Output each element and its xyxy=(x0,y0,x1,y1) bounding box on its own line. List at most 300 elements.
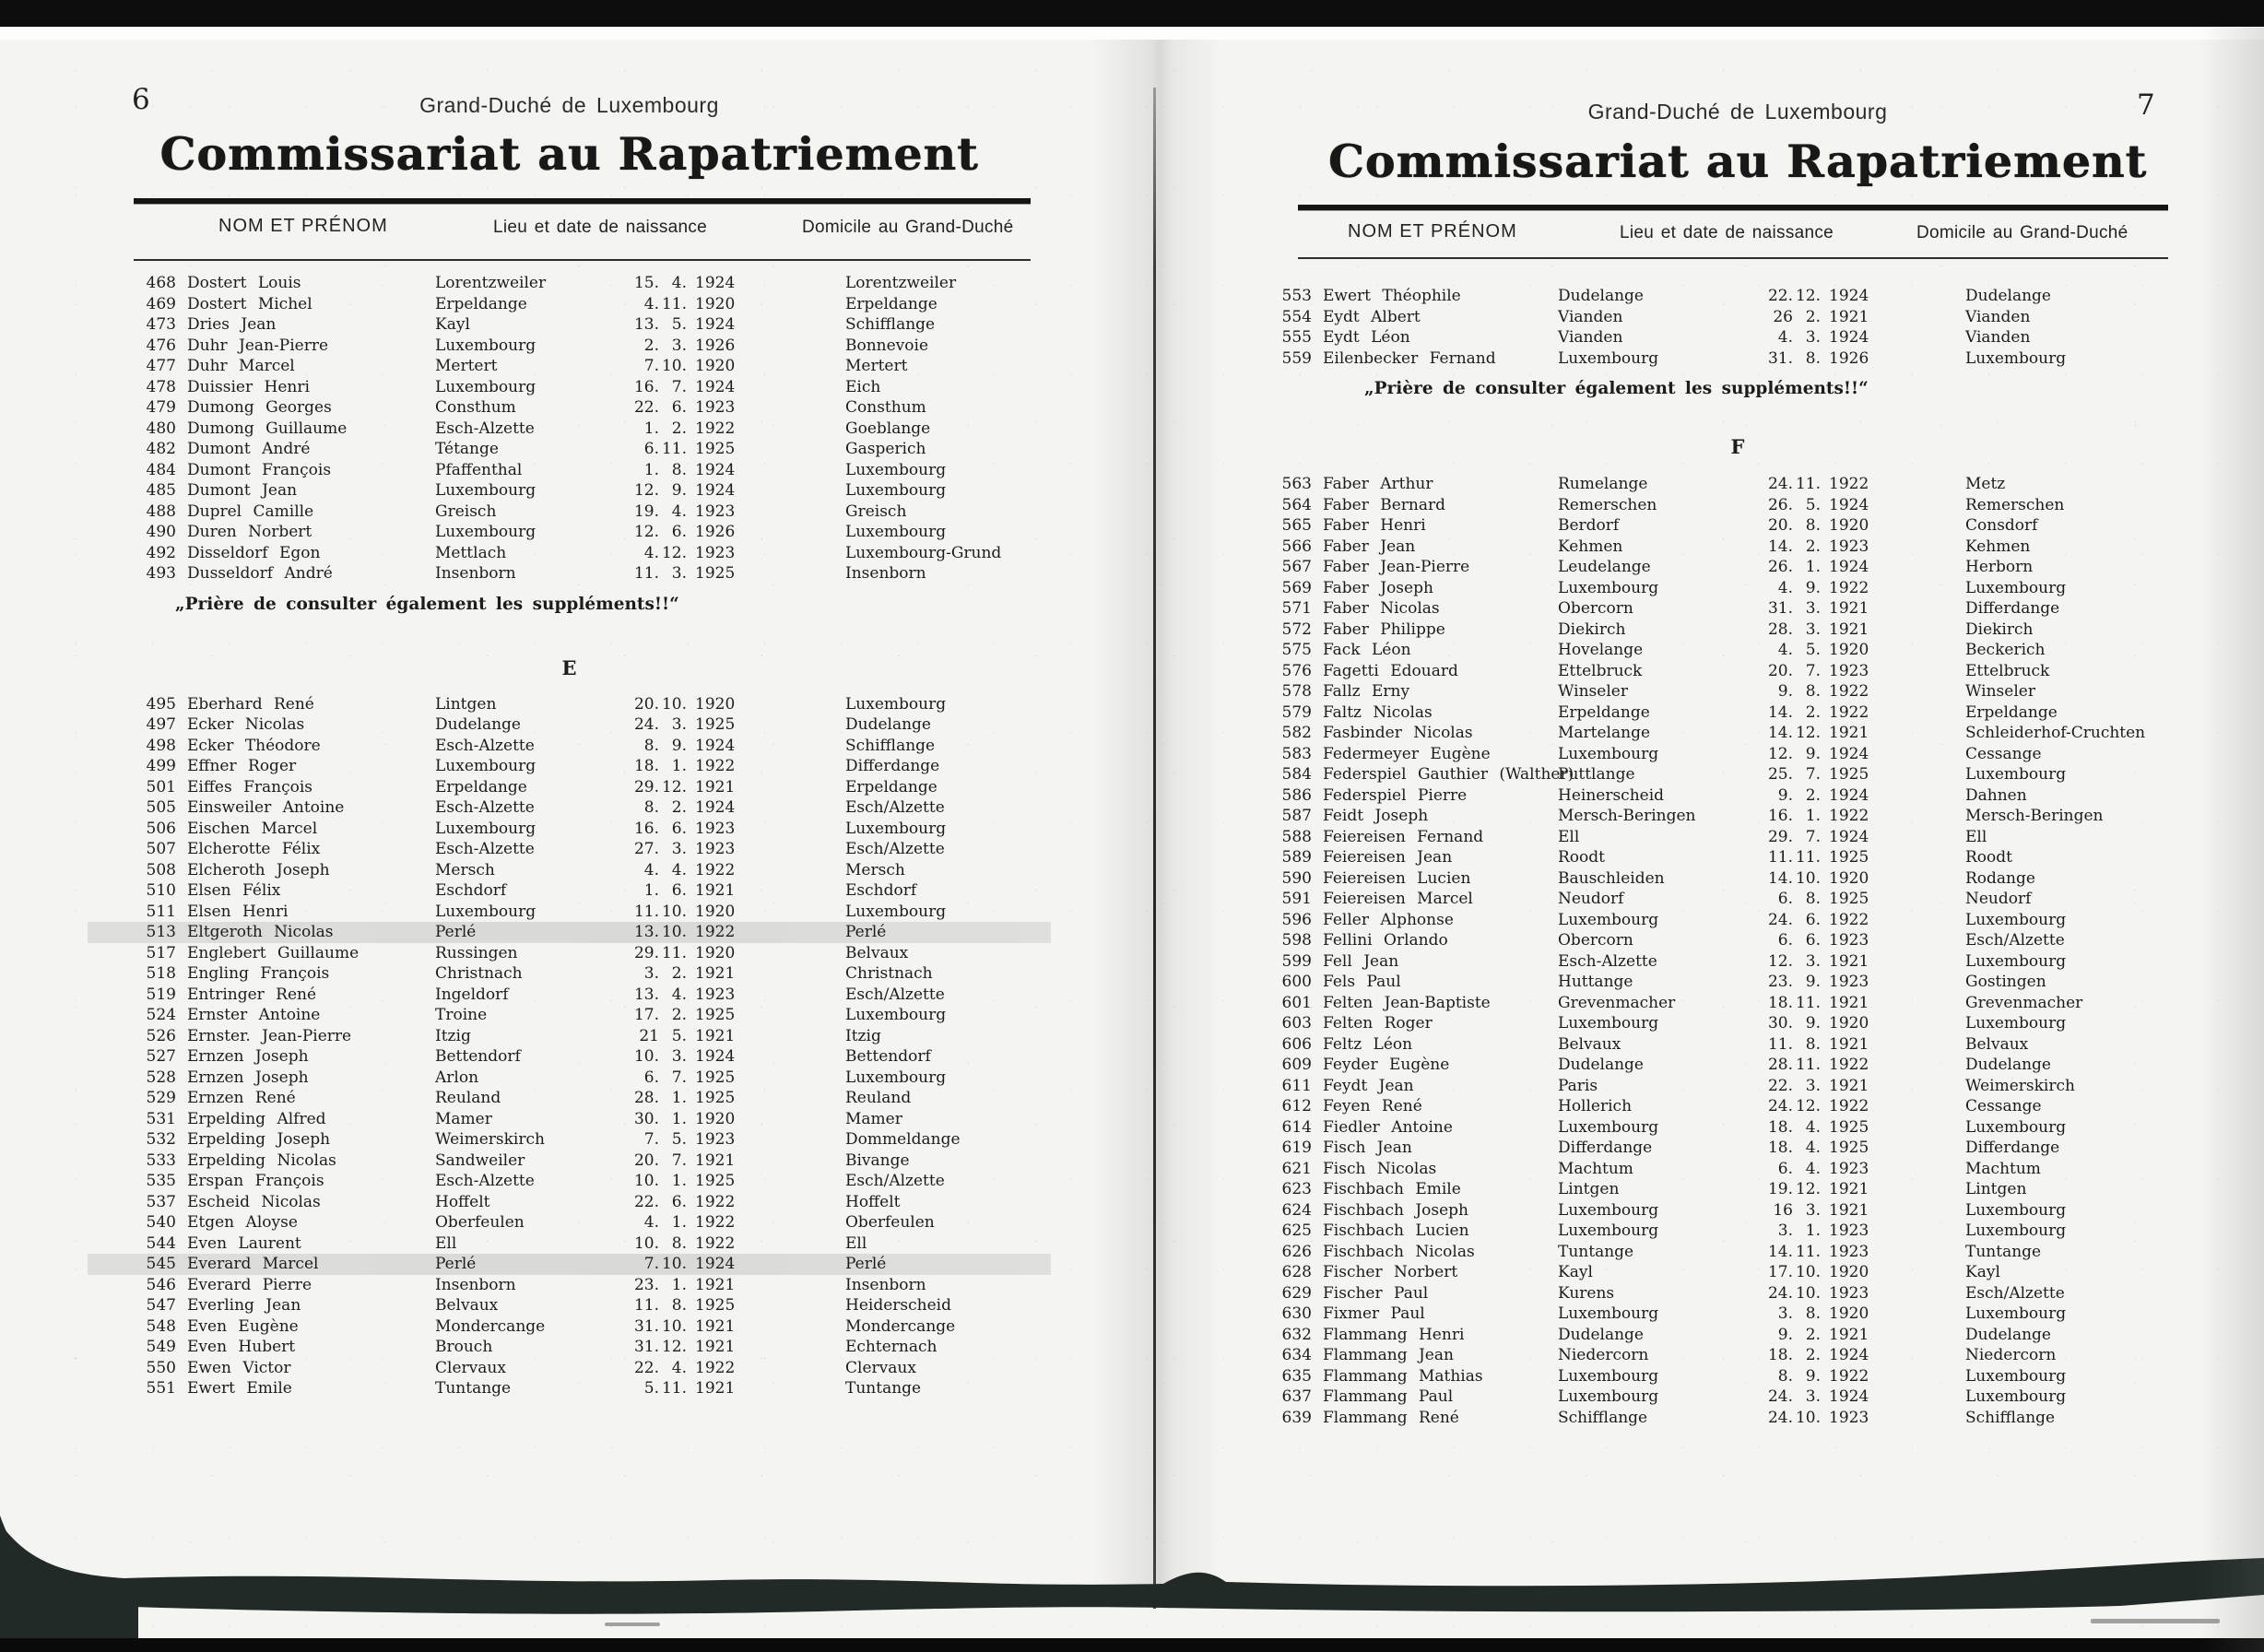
cell-birth-day: 22. xyxy=(633,1358,659,1377)
cell-birth-day: 20. xyxy=(1767,661,1793,680)
cell-birth-month: 5. xyxy=(671,315,687,334)
cell-domicile: Esch/Alzette xyxy=(845,985,945,1004)
cell-domicile: Erpeldange xyxy=(845,777,937,796)
cell-domicile: Remerschen xyxy=(1965,495,2065,514)
cell-birthplace: Obercorn xyxy=(1558,931,1633,950)
cell-domicile: Hoffelt xyxy=(845,1192,901,1211)
page-gutter-fold-line xyxy=(1153,88,1156,1609)
table-row xyxy=(88,522,1051,543)
cell-domicile: Ettelbruck xyxy=(1965,661,2050,680)
cell-domicile: Consdorf xyxy=(1965,516,2038,535)
cell-birth-day: 3. xyxy=(1777,1304,1793,1323)
cell-birthplace: Luxembourg xyxy=(435,757,537,775)
cell-birth-day: 31. xyxy=(633,1338,659,1356)
cell-birth-month: 3. xyxy=(671,715,687,734)
cell-birth-year: 1925 xyxy=(695,564,736,583)
cell-birthplace: Esch-Alzette xyxy=(435,736,535,755)
cell-number: 492 xyxy=(146,543,176,562)
table-row xyxy=(88,480,1051,502)
cell-birthplace: Luxembourg xyxy=(1558,1366,1659,1386)
table-row xyxy=(88,839,1051,860)
cell-birth-day: 11. xyxy=(633,902,659,921)
cell-name: Entringer René xyxy=(187,985,317,1004)
cell-birthplace: Martelange xyxy=(1558,724,1651,742)
cell-domicile: Ell xyxy=(1965,827,1987,846)
table-row xyxy=(1272,723,2203,744)
cell-domicile: Grevenmacher xyxy=(1965,993,2083,1012)
cell-birth-day: 3. xyxy=(643,964,659,983)
cell-name: Felten Roger xyxy=(1323,1014,1433,1032)
cell-birth-month: 10. xyxy=(661,1255,687,1273)
cell-birth-day: 11. xyxy=(633,564,659,583)
cell-number: 507 xyxy=(146,840,176,858)
cell-birth-month: 3. xyxy=(1805,620,1821,639)
table-row xyxy=(1272,537,2203,558)
cell-birth-day: 22. xyxy=(633,398,659,417)
table-row xyxy=(88,543,1051,564)
cell-birth-year: 1925 xyxy=(695,1172,736,1190)
cell-birth-year: 1923 xyxy=(1829,1221,1869,1240)
cell-number: 499 xyxy=(146,757,176,775)
cell-birth-day: 27. xyxy=(633,840,659,858)
cell-birth-day: 11. xyxy=(1767,1034,1793,1054)
cell-number: 579 xyxy=(1281,702,1312,722)
cell-domicile: Schifflange xyxy=(845,736,936,755)
cell-birth-month: 6. xyxy=(671,523,687,541)
cell-birth-year: 1920 xyxy=(695,294,736,313)
cell-domicile: Schifflange xyxy=(845,315,936,334)
cell-name: Federspiel Gauthier (Walther) xyxy=(1323,765,1574,784)
cell-birth-day: 10. xyxy=(633,1172,659,1190)
cell-birth-month: 11. xyxy=(661,440,687,458)
cell-number: 599 xyxy=(1281,951,1312,971)
cell-birth-month: 2. xyxy=(1805,1346,1821,1364)
cell-birth-year: 1925 xyxy=(1829,1139,1869,1157)
table-row xyxy=(1272,764,2203,785)
cell-birth-year: 1921 xyxy=(1829,993,1869,1012)
column-header-name: NOM ET PRÉNOM xyxy=(218,216,388,236)
cell-birth-month: 11. xyxy=(661,943,687,962)
cell-number: 540 xyxy=(146,1213,176,1232)
cell-birth-day: 6. xyxy=(643,1068,659,1087)
table-row xyxy=(1272,1179,2203,1200)
cell-birth-day: 14. xyxy=(1767,702,1793,722)
page-title: Commissariat au Rapatriement xyxy=(159,127,979,181)
cell-name: Dumont François xyxy=(187,460,332,479)
cell-number: 554 xyxy=(1281,307,1312,326)
cell-birth-year: 1922 xyxy=(1829,807,1869,825)
cell-birth-day: 18. xyxy=(633,757,659,775)
cell-birth-day: 6. xyxy=(643,440,659,458)
cell-birth-day: 24. xyxy=(1767,1283,1793,1303)
cell-birthplace: Itzig xyxy=(435,1026,471,1045)
table-row xyxy=(88,985,1051,1006)
cell-domicile: Greisch xyxy=(845,502,907,521)
cell-birth-month: 3. xyxy=(1805,1200,1821,1220)
cell-number: 506 xyxy=(146,819,176,838)
cell-birth-day: 6. xyxy=(1777,1159,1793,1178)
cell-name: Federmeyer Eugène xyxy=(1323,744,1491,763)
cell-birth-day: 11. xyxy=(1767,848,1793,867)
cell-birth-day: 5. xyxy=(643,1379,659,1398)
cell-birth-day: 12. xyxy=(633,523,659,541)
cell-birth-year: 1923 xyxy=(695,840,736,858)
table-row xyxy=(88,1150,1051,1172)
table-row xyxy=(1272,1304,2203,1325)
section-letter: E xyxy=(561,655,577,679)
column-header-domicile: Domicile au Grand-Duché xyxy=(1916,223,2128,242)
cell-birth-day: 19. xyxy=(633,502,659,521)
cell-birth-day: 24. xyxy=(1767,475,1793,493)
cell-birth-year: 1922 xyxy=(695,860,736,879)
cell-name: Erpelding Nicolas xyxy=(187,1150,336,1170)
cell-birth-day: 19. xyxy=(1767,1180,1793,1198)
cell-birth-year: 1923 xyxy=(695,543,736,562)
cell-birthplace: Mersch xyxy=(435,860,495,879)
cell-birth-month: 2. xyxy=(1805,307,1821,326)
cell-name: Fels Paul xyxy=(1323,973,1401,991)
cell-domicile: Echternach xyxy=(845,1338,937,1356)
cell-birthplace: Luxembourg xyxy=(1558,1200,1659,1220)
cell-birth-year: 1920 xyxy=(695,902,736,921)
cell-birth-year: 1922 xyxy=(695,1213,736,1232)
cell-number: 565 xyxy=(1281,516,1312,535)
cell-birth-month: 3. xyxy=(1805,1387,1821,1406)
cell-birthplace: Hoffelt xyxy=(435,1192,490,1211)
cell-number: 546 xyxy=(146,1275,176,1294)
cell-domicile: Vianden xyxy=(1965,307,2031,326)
cell-number: 548 xyxy=(146,1316,176,1336)
cell-birthplace: Heinerscheid xyxy=(1558,785,1665,805)
cell-name: Feydt Jean xyxy=(1323,1076,1414,1095)
cell-birth-month: 8. xyxy=(671,460,687,479)
table-row xyxy=(88,273,1051,294)
cell-number: 510 xyxy=(146,881,176,900)
cell-domicile: Clervaux xyxy=(845,1358,916,1377)
table-row xyxy=(1272,1221,2203,1242)
cell-number: 524 xyxy=(146,1006,176,1024)
table-row xyxy=(1272,1366,2203,1387)
cell-birth-day: 28. xyxy=(1767,1056,1793,1074)
cell-name: Feiereisen Fernand xyxy=(1323,827,1484,846)
cell-birthplace: Berdorf xyxy=(1558,516,1620,535)
cell-number: 582 xyxy=(1281,724,1312,742)
cell-domicile: Eschdorf xyxy=(845,881,917,900)
cell-birthplace: Esch-Alzette xyxy=(435,419,535,438)
cell-birth-day: 6. xyxy=(1777,890,1793,908)
cell-name: Faltz Nicolas xyxy=(1323,702,1433,722)
cell-birth-day: 26. xyxy=(1767,558,1793,576)
table-row xyxy=(1272,620,2203,641)
cell-birth-month: 7. xyxy=(671,1150,687,1170)
cell-name: Dusseldorf André xyxy=(187,564,333,583)
cell-birthplace: Kurens xyxy=(1558,1283,1615,1303)
cell-name: Fasbinder Nicolas xyxy=(1323,724,1473,742)
cell-birthplace: Pfaffenthal xyxy=(435,460,523,479)
cell-name: Duren Norbert xyxy=(187,523,312,541)
cell-birth-day: 4. xyxy=(643,294,659,313)
cell-birth-day: 29. xyxy=(633,943,659,962)
cell-number: 553 xyxy=(1281,287,1312,305)
cell-birth-month: 12. xyxy=(1795,1180,1821,1198)
table-row xyxy=(88,1316,1051,1338)
cell-number: 547 xyxy=(146,1296,176,1315)
table-row xyxy=(88,314,1051,336)
cell-domicile: Itzig xyxy=(845,1026,881,1045)
cell-birth-day: 12. xyxy=(633,481,659,500)
table-row xyxy=(88,397,1051,419)
cell-birth-day: 24. xyxy=(633,715,659,734)
cell-birth-month: 5. xyxy=(671,1130,687,1149)
cell-birth-day: 4. xyxy=(643,543,659,562)
cell-name: Duhr Marcel xyxy=(187,357,295,375)
cell-birth-year: 1920 xyxy=(695,357,736,375)
cell-birth-year: 1922 xyxy=(1829,910,1869,929)
cell-domicile: Esch/Alzette xyxy=(845,1172,945,1190)
cell-birth-month: 4. xyxy=(1805,1159,1821,1178)
cell-name: Faber Jean-Pierre xyxy=(1323,558,1470,576)
cell-birth-day: 18. xyxy=(1767,1346,1793,1364)
cell-birth-year: 1922 xyxy=(695,757,736,775)
table-row xyxy=(88,1068,1051,1089)
table-row xyxy=(88,1046,1051,1068)
cell-birthplace: Mettlach xyxy=(435,543,507,562)
cell-birth-day: 17. xyxy=(633,1006,659,1024)
cell-name: Dostert Michel xyxy=(187,294,312,313)
cell-birth-year: 1923 xyxy=(695,1130,736,1149)
cell-birth-month: 3. xyxy=(671,336,687,355)
cell-birth-month: 8. xyxy=(1805,1034,1821,1054)
table-row xyxy=(88,563,1051,584)
cell-birth-month: 3. xyxy=(1805,1076,1821,1095)
cell-domicile: Vianden xyxy=(1965,328,2031,347)
cell-name: Dries Jean xyxy=(187,315,277,334)
cell-name: Everard Pierre xyxy=(187,1275,312,1294)
cell-birth-month: 1. xyxy=(671,757,687,775)
table-row xyxy=(1272,972,2203,993)
cell-name: Fischbach Emile xyxy=(1323,1180,1461,1198)
cell-birth-day: 4. xyxy=(643,1213,659,1232)
cell-number: 490 xyxy=(146,523,176,541)
cell-domicile: Machtum xyxy=(1965,1159,2041,1178)
cell-domicile: Ell xyxy=(845,1233,867,1253)
cell-number: 625 xyxy=(1281,1221,1312,1240)
cell-birth-month: 11. xyxy=(1795,1056,1821,1074)
cell-domicile: Luxembourg xyxy=(1965,1014,2067,1032)
cell-number: 513 xyxy=(146,923,176,941)
cell-domicile: Winseler xyxy=(1965,682,2035,701)
cell-birthplace: Ettelbruck xyxy=(1558,661,1643,680)
cell-number: 571 xyxy=(1281,599,1312,618)
cell-birthplace: Vianden xyxy=(1558,307,1623,326)
table-row xyxy=(88,1233,1051,1255)
cell-birth-month: 2. xyxy=(1805,537,1821,556)
cell-birth-day: 26. xyxy=(1767,495,1793,514)
table-row xyxy=(1272,930,2203,951)
cell-domicile: Niedercorn xyxy=(1965,1346,2057,1364)
cell-domicile: Bettendorf xyxy=(845,1047,931,1066)
table-row xyxy=(88,797,1051,819)
cell-birth-day: 29. xyxy=(633,777,659,796)
cell-birth-year: 1924 xyxy=(1829,287,1869,305)
cell-birth-year: 1925 xyxy=(695,715,736,734)
cell-number: 632 xyxy=(1281,1325,1312,1344)
cell-birthplace: Puttlange xyxy=(1558,765,1635,784)
table-row xyxy=(1272,327,2203,348)
cell-number: 564 xyxy=(1281,495,1312,514)
cell-birthplace: Erpeldange xyxy=(1558,702,1650,722)
column-header-birthplace: Lieu et date de naissance xyxy=(493,218,708,237)
cell-birth-day: 4. xyxy=(1777,641,1793,659)
cell-domicile: Perlé xyxy=(845,923,887,941)
table-row xyxy=(1272,640,2203,661)
table-row xyxy=(1272,827,2203,848)
cell-birth-day: 13. xyxy=(633,923,659,941)
cell-birth-day: 2. xyxy=(643,336,659,355)
table-row xyxy=(1272,993,2203,1014)
cell-birth-year: 1922 xyxy=(695,1192,736,1211)
cell-birth-day: 4. xyxy=(1777,328,1793,347)
table-row xyxy=(88,819,1051,840)
cell-domicile: Schifflange xyxy=(1965,1408,2056,1427)
table-row xyxy=(1272,1076,2203,1097)
cell-birthplace: Luxembourg xyxy=(435,481,537,500)
supplements-note: „Prière de consulter également les suppléments!!“ xyxy=(1364,379,1869,398)
cell-name: Ernster Antoine xyxy=(187,1006,321,1024)
cell-domicile: Tuntange xyxy=(845,1379,922,1398)
cell-birth-day: 16. xyxy=(633,819,659,838)
cell-domicile: Luxembourg xyxy=(845,1006,947,1024)
cell-domicile: Luxembourg xyxy=(1965,1304,2067,1323)
cell-birth-year: 1924 xyxy=(695,315,736,334)
table-row xyxy=(88,1337,1051,1358)
cell-birth-year: 1924 xyxy=(695,1255,736,1273)
cell-birthplace: Ell xyxy=(435,1233,457,1253)
cell-name: Duprel Camille xyxy=(187,502,314,521)
cell-domicile: Luxembourg xyxy=(845,481,947,500)
cell-domicile: Luxembourg xyxy=(1965,1387,2067,1406)
cell-birthplace: Greisch xyxy=(435,502,497,521)
table-row xyxy=(1272,951,2203,973)
cell-birth-day: 30. xyxy=(1767,1014,1793,1032)
cell-birth-year: 1926 xyxy=(695,523,736,541)
scan-bottom-shadow-band xyxy=(0,1512,2264,1652)
table-row xyxy=(88,1212,1051,1233)
table-row xyxy=(88,1295,1051,1316)
cell-birth-year: 1923 xyxy=(1829,1283,1869,1303)
cell-name: Feiereisen Jean xyxy=(1323,848,1453,867)
table-row xyxy=(1272,557,2203,578)
table-row xyxy=(1272,681,2203,702)
cell-birth-day: 28. xyxy=(633,1089,659,1107)
cell-birth-month: 10. xyxy=(1795,1408,1821,1427)
cell-number: 555 xyxy=(1281,328,1312,347)
cell-number: 517 xyxy=(146,943,176,962)
cell-birth-day: 9. xyxy=(1777,1325,1793,1344)
cell-domicile: Mersch xyxy=(845,860,905,879)
cell-name: Ernzen Joseph xyxy=(187,1047,309,1066)
cell-birth-month: 11. xyxy=(1795,1242,1821,1261)
table-row xyxy=(1272,744,2203,765)
cell-domicile: Consthum xyxy=(845,398,926,417)
scan-smudge xyxy=(605,1622,660,1626)
cell-domicile: Luxembourg xyxy=(1965,1366,2067,1386)
cell-birthplace: Grevenmacher xyxy=(1558,993,1676,1012)
cell-number: 549 xyxy=(146,1338,176,1356)
table-row xyxy=(88,419,1051,440)
cell-birth-day: 20. xyxy=(1767,516,1793,535)
cell-domicile: Perlé xyxy=(845,1255,887,1273)
cell-birth-day: 18. xyxy=(1767,993,1793,1012)
cell-domicile: Goeblange xyxy=(845,419,931,438)
cell-birthplace: Esch-Alzette xyxy=(435,798,535,817)
cell-number: 518 xyxy=(146,964,176,983)
cell-name: Feyen René xyxy=(1323,1097,1422,1115)
table-row xyxy=(1272,1159,2203,1180)
table-row xyxy=(1272,1283,2203,1304)
table-row xyxy=(88,1358,1051,1379)
cell-birth-day: 30. xyxy=(633,1109,659,1128)
page-number: 6 xyxy=(132,83,150,116)
cell-birthplace: Esch-Alzette xyxy=(1558,951,1657,971)
cell-birth-year: 1920 xyxy=(1829,868,1869,888)
cell-number: 527 xyxy=(146,1047,176,1066)
cell-birthplace: Belvaux xyxy=(435,1296,499,1315)
cell-birthplace: Lintgen xyxy=(1558,1180,1620,1198)
table-row xyxy=(88,336,1051,357)
cell-number: 634 xyxy=(1281,1346,1312,1364)
cell-domicile: Differdange xyxy=(1965,1139,2060,1157)
table-row xyxy=(1272,1034,2203,1056)
cell-birthplace: Winseler xyxy=(1558,682,1628,701)
cell-birth-month: 1. xyxy=(1805,807,1821,825)
cell-name: Faber Joseph xyxy=(1323,578,1433,597)
header-rule-thin xyxy=(134,259,1031,261)
cell-number: 550 xyxy=(146,1358,176,1377)
cell-birthplace: Huttange xyxy=(1558,973,1633,991)
cell-domicile: Luxembourg-Grund xyxy=(845,543,1002,562)
cell-birth-day: 24. xyxy=(1767,1387,1793,1406)
cell-birth-year: 1925 xyxy=(1829,848,1869,867)
cell-birthplace: Belvaux xyxy=(1558,1034,1621,1054)
cell-birth-year: 1921 xyxy=(695,1275,736,1294)
cell-birth-month: 8. xyxy=(1805,1304,1821,1323)
table-body xyxy=(88,273,1051,1399)
cell-birthplace: Differdange xyxy=(1558,1139,1653,1157)
cell-birth-month: 1. xyxy=(671,1275,687,1294)
cell-birth-day: 10. xyxy=(633,1233,659,1253)
cell-birthplace: Luxembourg xyxy=(435,902,537,921)
cell-name: Erpelding Alfred xyxy=(187,1109,326,1128)
cell-birthplace: Tétange xyxy=(435,440,499,458)
cell-birth-year: 1921 xyxy=(695,1316,736,1336)
cell-birth-year: 1921 xyxy=(695,1150,736,1170)
table-row xyxy=(88,880,1051,902)
cell-birth-year: 1925 xyxy=(695,1296,736,1315)
cell-birth-year: 1922 xyxy=(695,419,736,438)
cell-birth-day: 24. xyxy=(1767,1097,1793,1115)
cell-name: Fellini Orlando xyxy=(1323,931,1448,950)
cell-name: Faber Bernard xyxy=(1323,495,1446,514)
cell-birth-day: 9. xyxy=(1777,682,1793,701)
cell-name: Flammang Henri xyxy=(1323,1325,1465,1344)
cell-birth-year: 1921 xyxy=(695,1026,736,1045)
cell-birthplace: Obercorn xyxy=(1558,599,1633,618)
page-title: Commissariat au Rapatriement xyxy=(1327,135,2148,188)
cell-number: 478 xyxy=(146,377,176,396)
cell-name: Fischbach Joseph xyxy=(1323,1200,1468,1220)
cell-birth-year: 1923 xyxy=(1829,931,1869,950)
